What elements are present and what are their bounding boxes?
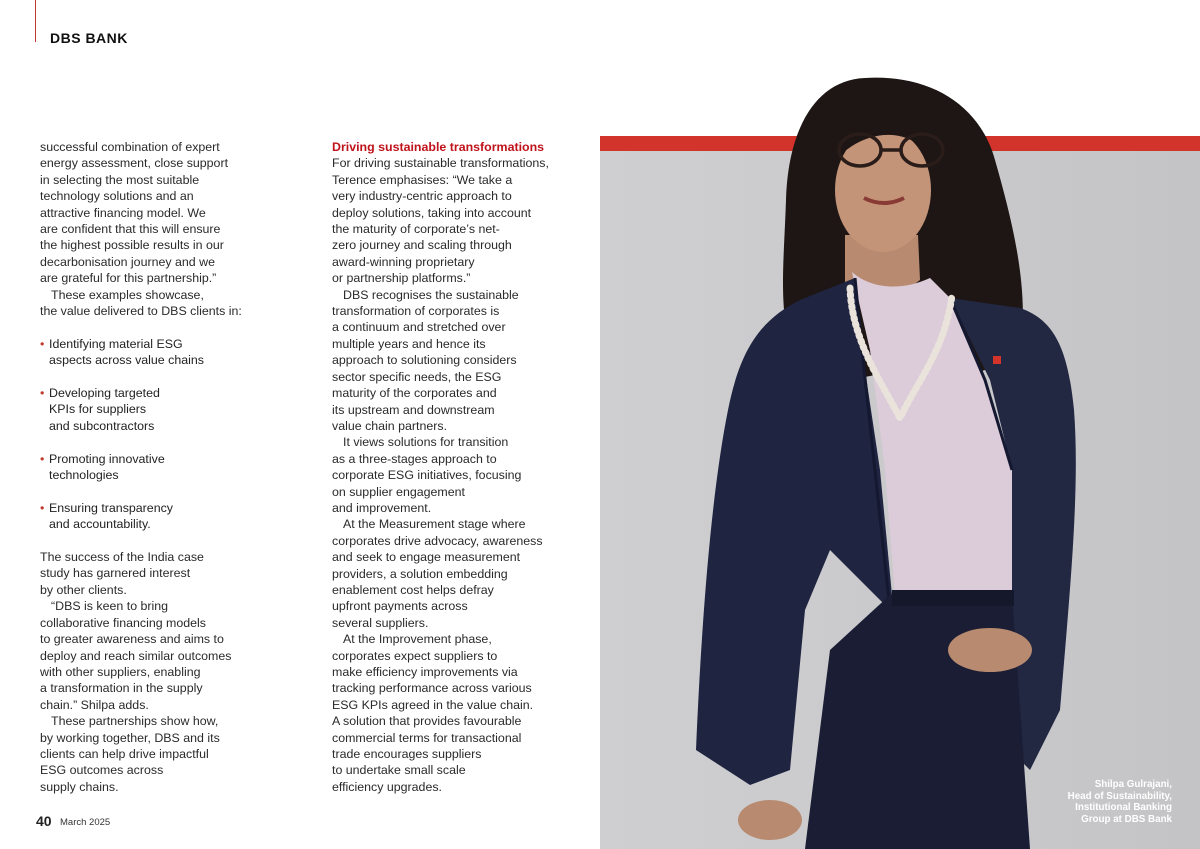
text-line: DBS recognises the sustainable [343, 287, 519, 302]
text-line: very industry-centric approach to [332, 189, 512, 204]
text-line: award-winning proprietary [332, 254, 475, 269]
paragraph-shilpa-quote [40, 598, 290, 713]
text-line: efficiency upgrades. [332, 779, 442, 794]
bullet-dot-icon: • [40, 386, 45, 401]
text-line: It views solutions for transition [343, 435, 509, 450]
text-line: zero journey and scaling through [332, 238, 512, 253]
text-line: the highest possible results in our [40, 238, 224, 253]
text-line: corporates drive advocacy, awareness [332, 533, 543, 548]
paragraph-continuum [332, 287, 582, 435]
text-line: transformation of corporates is [332, 304, 500, 319]
text-line: At the Measurement stage where [343, 517, 526, 532]
paragraph-improvement [332, 631, 582, 795]
right-hand [948, 628, 1032, 672]
text-line: on supplier engagement [332, 484, 465, 499]
text-column-1 [40, 139, 290, 795]
text-line: “DBS is keen to bring [51, 599, 169, 614]
header-rule [35, 0, 36, 42]
text-line: trade encourages suppliers [332, 747, 482, 762]
paragraph-quote-end [40, 139, 290, 287]
text-line: are grateful for this partnership.” [40, 271, 217, 286]
text-line: a continuum and stretched over [332, 320, 506, 335]
text-line: clients can help drive impactful [40, 746, 209, 761]
text-line: upfront payments across [332, 599, 468, 614]
text-line: its upstream and downstream [332, 402, 495, 417]
paragraph-india-case [40, 549, 290, 598]
text-line: collaborative financing models [40, 615, 206, 630]
bullet-dot-icon: • [40, 451, 45, 466]
text-column-2 [332, 139, 582, 795]
text-line: corporates expect suppliers to [332, 648, 498, 663]
text-line: attractive financing model. We [40, 205, 206, 220]
text-line: multiple years and hence its [332, 336, 486, 351]
brand-name: DBS BANK [50, 30, 128, 46]
text-line: and seek to engage measurement [332, 550, 521, 565]
text-line: maturity of the corporates and [332, 386, 497, 401]
text-line: deploy and reach similar outcomes [40, 648, 232, 663]
text-line: providers, a solution embedding [332, 566, 508, 581]
text-line: Terence emphasises: “We take a [332, 172, 513, 187]
text-line: to greater awareness and aims to [40, 632, 224, 647]
paragraph-three-stages [332, 434, 582, 516]
text-line: several suppliers. [332, 615, 429, 630]
text-line: The success of the India case [40, 550, 204, 565]
list-item: • Identifying material ESG aspects across value chains [40, 336, 204, 368]
text-line: or partnership platforms.” [332, 271, 471, 286]
text-line: tracking performance across various [332, 681, 532, 696]
bullet-list [40, 336, 290, 533]
page-number: 40 [36, 813, 52, 829]
list-item: • Developing targeted KPIs for suppliers and subcontractors [40, 386, 160, 433]
text-line: a transformation in the supply [40, 681, 203, 696]
paragraph-partnerships [40, 713, 290, 795]
bullet-dot-icon: • [40, 500, 45, 515]
text-line: and improvement. [332, 500, 432, 515]
text-line: These examples showcase, [51, 287, 204, 302]
bullet-dot-icon: • [40, 336, 45, 351]
text-line: make efficiency improvements via [332, 665, 518, 679]
text-line: ESG outcomes across [40, 763, 164, 778]
text-line: to undertake small scale [332, 763, 466, 778]
text-line: the value delivered to DBS clients in: [40, 304, 242, 319]
dbs-pin-icon [993, 356, 1001, 364]
text-line: commercial terms for transactional [332, 730, 522, 745]
text-line: with other suppliers, enabling [40, 664, 201, 679]
text-line: the maturity of corporate’s net- [332, 222, 500, 237]
text-line: in selecting the most suitable [40, 172, 200, 187]
text-line: value chain partners. [332, 418, 448, 433]
text-line: ESG KPIs agreed in the value chain. [332, 697, 534, 712]
text-line: A solution that provides favourable [332, 714, 522, 729]
text-line: as a three-stages approach to [332, 451, 497, 466]
text-line: These partnerships show how, [51, 714, 219, 729]
section-heading: Driving sustainable transformations [332, 140, 545, 154]
text-line: sector specific needs, the ESG [332, 369, 502, 384]
text-line: At the Improvement phase, [343, 632, 492, 647]
left-hand [738, 800, 802, 840]
text-line: corporate ESG initiatives, focusing [332, 468, 522, 483]
belt [892, 590, 1014, 606]
text-line: deploy solutions, taking into account [332, 205, 532, 220]
text-line: successful combination of expert [40, 140, 220, 154]
text-line: study has garnered interest [40, 566, 191, 581]
text-line: chain.” Shilpa adds. [40, 697, 149, 712]
list-item: • Promoting innovative technologies [40, 451, 165, 483]
text-line: enablement cost helps defray [332, 582, 494, 597]
text-line: For driving sustainable transformations, [332, 156, 549, 171]
text-line: are confident that this will ensure [40, 222, 221, 237]
text-line: energy assessment, close support [40, 156, 229, 171]
photo-caption: Shilpa Gulrajani, Head of Sustainability, Institutional Banking Group at DBS Bank [1067, 779, 1172, 825]
paragraph-terence [332, 155, 582, 286]
text-line: technology solutions and an [40, 189, 194, 204]
paragraph-examples [40, 287, 290, 320]
paragraph-measurement [332, 516, 582, 631]
text-line: by other clients. [40, 582, 127, 597]
portrait-photo [600, 50, 1200, 849]
text-line: approach to solutioning considers [332, 353, 517, 368]
text-line: decarbonisation journey and we [40, 254, 215, 269]
text-line: by working together, DBS and its [40, 730, 220, 745]
list-item: • Ensuring transparency and accountability. [40, 500, 173, 532]
issue-date: March 2025 [60, 817, 111, 828]
text-line: supply chains. [40, 779, 119, 794]
